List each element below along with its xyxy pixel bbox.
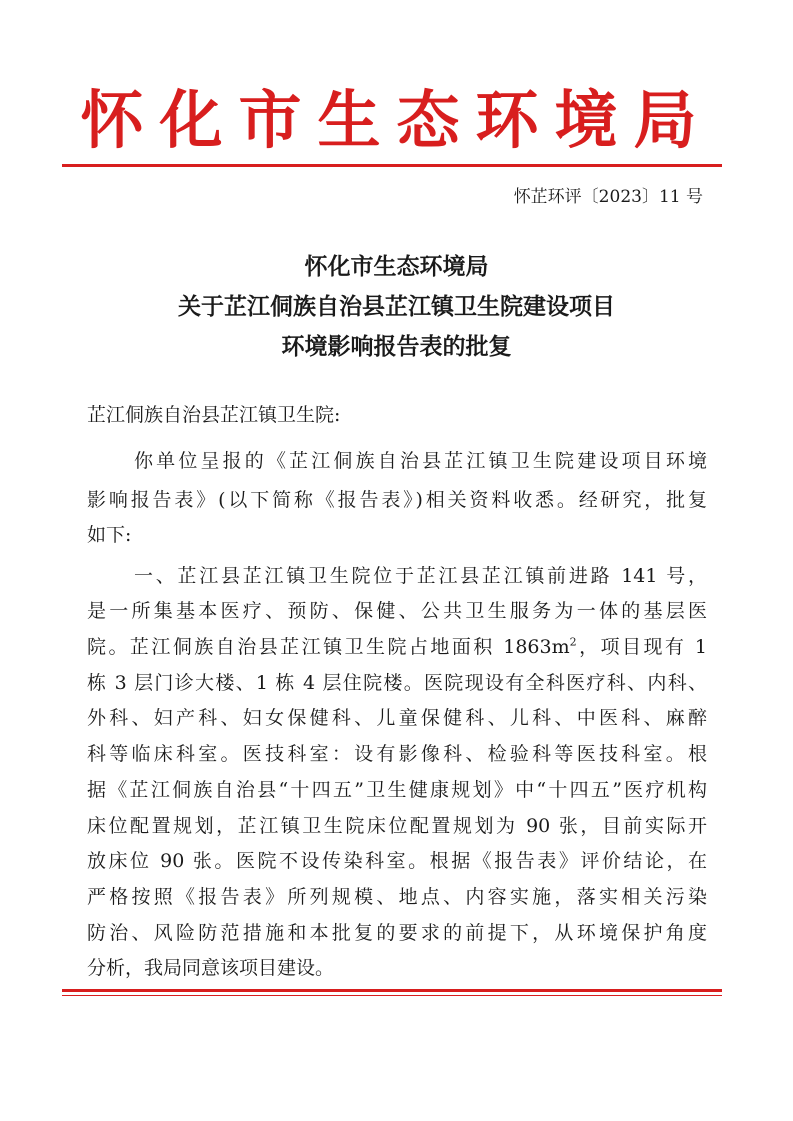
paragraph-line: 床位配置规划，芷江镇卫生院床位配置规划为 90 张，目前实际开 bbox=[87, 815, 707, 837]
letterhead-org-name: 怀化市生态环境局 bbox=[80, 83, 713, 157]
title-line-1: 怀化市生态环境局 bbox=[304, 253, 489, 280]
paragraph-line: 科等临床科室。医技科室：设有影像科、检验科等医技科室。根 bbox=[87, 743, 707, 765]
paragraph-line: 你单位呈报的《芷江侗族自治县芷江镇卫生院建设项目环境 bbox=[134, 450, 707, 472]
addressee: 芷江侗族自治县芷江镇卫生院: bbox=[87, 404, 341, 426]
paragraph-line: 如下: bbox=[87, 524, 132, 546]
paragraph-line: 外科、妇产科、妇女保健科、儿童保健科、儿科、中医科、麻醉 bbox=[87, 707, 707, 729]
paragraph-line: 放床位 90 张。医院不设传染科室。根据《报告表》评价结论，在 bbox=[87, 850, 707, 872]
area-text-before: 院。芷江侗族自治县芷江镇卫生院占地面积 1863m bbox=[87, 636, 570, 658]
footer-divider-thin bbox=[62, 995, 722, 996]
paragraph-line: 据《芷江侗族自治县“十四五”卫生健康规划》中“十四五”医疗机构 bbox=[87, 779, 707, 801]
letterhead-divider bbox=[62, 164, 722, 167]
paragraph-line: 是一所集基本医疗、预防、保健、公共卫生服务为一体的基层医 bbox=[87, 600, 707, 622]
title-line-2: 关于芷江侗族自治县芷江镇卫生院建设项目 bbox=[178, 293, 615, 320]
document-number: 怀芷环评〔2023〕11 号 bbox=[513, 187, 703, 207]
paragraph-line: 防治、风险防范措施和本批复的要求的前提下，从环境保护角度 bbox=[87, 922, 707, 944]
paragraph-line: 一、芷江县芷江镇卫生院位于芷江县芷江镇前进路 141 号， bbox=[134, 565, 707, 587]
paragraph-line: 分析，我局同意该项目建设。 bbox=[87, 957, 335, 979]
title-line-3: 环境影响报告表的批复 bbox=[281, 333, 512, 360]
paragraph-line-area bbox=[87, 634, 707, 660]
paragraph-line: 严格按照《报告表》所列规模、地点、内容实施，落实相关污染 bbox=[87, 886, 707, 908]
paragraph-line: 栋 3 层门诊大楼、1 栋 4 层住院楼。医院现设有全科医疗科、内科、 bbox=[87, 672, 707, 694]
paragraph-line: 影响报告表》(以下简称《报告表》)相关资料收悉。经研究，批复 bbox=[87, 489, 707, 511]
footer-divider-thick bbox=[62, 989, 722, 992]
area-superscript: 2 bbox=[569, 635, 577, 649]
area-text-after: ，项目现有 1 bbox=[576, 636, 707, 658]
